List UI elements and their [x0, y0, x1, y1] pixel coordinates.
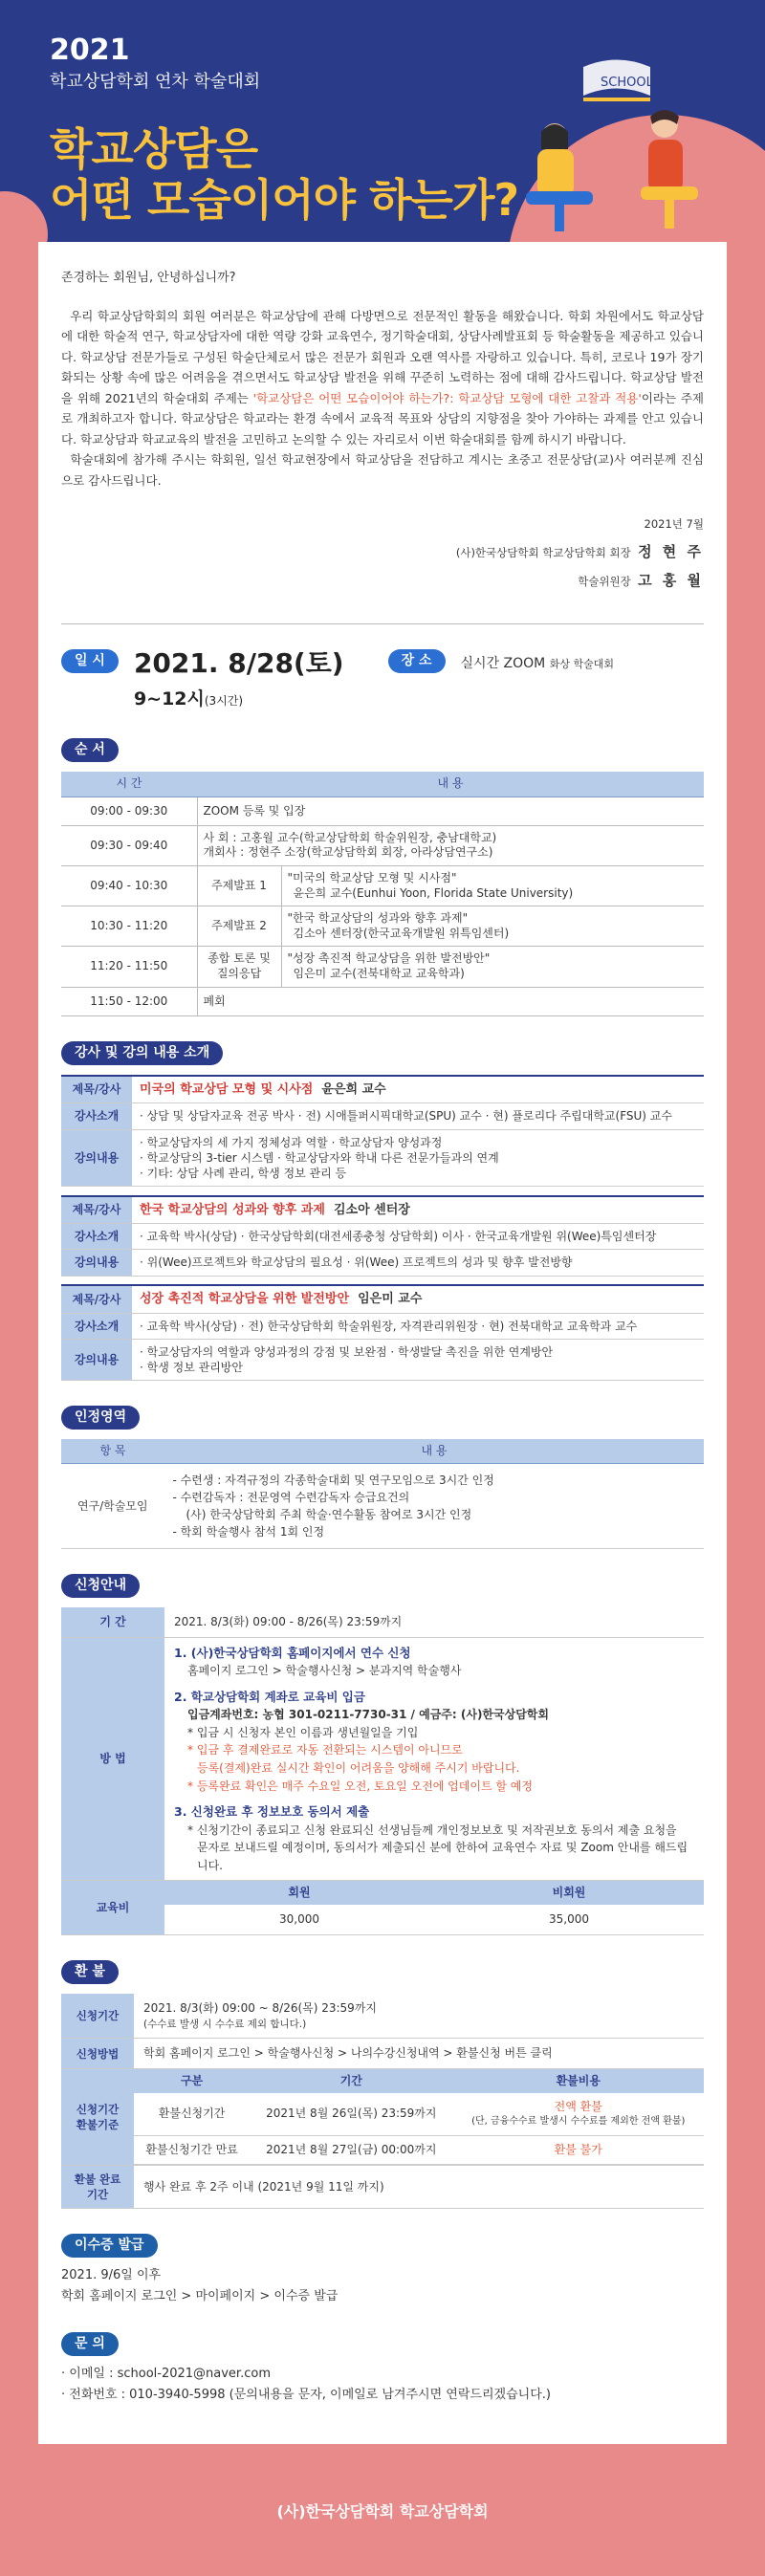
svg-text:SCHOOL: SCHOOL	[601, 76, 653, 90]
decorative-circle	[0, 191, 48, 242]
event-date: 2021. 8/28(토)	[133, 647, 344, 680]
table-row: 강의내용 · 위(Wee)프로젝트와 학교상담의 필요성 · 위(Wee) 프로젝트의 성과 및 향후 발전방향	[61, 1250, 704, 1276]
date-label: 일 시	[61, 649, 119, 673]
table-row: 제목/강사 미국의 학교상담 모형 및 시사점 윤은희 교수	[61, 1076, 704, 1103]
event-datetime	[61, 649, 704, 713]
application-section	[61, 1574, 704, 1934]
content-panel	[38, 242, 727, 2444]
table-row: 환불 완료기간 행사 완료 후 2주 이내 (2021년 9월 11일 까지)	[61, 2165, 704, 2208]
fee-table: 회원 비회원 30,000 35,000	[164, 1881, 704, 1933]
event-place: 실시간 ZOOM 화상 학술대회	[460, 656, 614, 672]
footer-org: (사)한국상담학회 학교상담학회	[276, 2502, 489, 2521]
event-year: 2021	[50, 33, 130, 67]
event-subtitle: 학교상담학회 연차 학술대회	[50, 72, 261, 92]
application-label: 신청안내	[61, 1574, 140, 1598]
contact-section	[61, 2332, 704, 2406]
event-title: 학교상담은 어떤 모습이어야 하는가?	[50, 123, 519, 226]
certificate-section: 이수증 발급 2021. 9/6일 이후 학회 홈페이지 로그인 > 마이페이지 > 이수증 발급	[61, 2234, 704, 2307]
table-row: 연구/학술모임 - 수련생 : 자격규정의 각종학술대회 및 연구모임으로 3시간 인정 - 수련감독자 : 전문영역 수련감독자 승급요건의 (사) 한국상담학회 주최 학술·연수활동 참여로 3시간 인정 - 학회 학술행사 참석 1회 인정	[61, 1464, 704, 1549]
greeting: 존경하는 회원님, 안녕하십니까?	[61, 271, 236, 285]
contact-label: 문 의	[61, 2332, 119, 2356]
table-row: 신청기간 2021. 8/3(화) 09:00 ~ 8/26(목) 23:59까지 (수수료 발생 시 수수료 제외 합니다.)	[61, 1994, 704, 2039]
schedule-label: 순 서	[61, 738, 119, 762]
signature: 2021년 7월 (사)한국상담학회 학교상담학회 회장 정 현 주 학술위원장 고 홍 월	[455, 517, 704, 590]
credit-table: 항 목 내 용 연구/학술모임 - 수련생 : 자격규정의 각종학술대회 및 연구모임으로 3시간 인정 - 수련감독자 : 전문영역 수련감독자 승급요건의 (사) 한국상담학회 주최 학술·연수활동 참여로 3시간 인정 - 학회 학술행사 참석 1회 인정	[61, 1439, 704, 1549]
table-row: 강의내용 · 학교상담자의 세 가지 정체성과 역할 · 학교상담자 양성과정 · 학교상담의 3-tier 시스템 · 학교상담자와 학내 다른 전문가들과의 연계 · 기타: 상담 사례 관리, 학생 정보 관리 등	[61, 1129, 704, 1187]
table-row: 09:00 - 09:30 ZOOM 등록 및 입장	[61, 797, 704, 825]
refund-section	[61, 1960, 704, 2210]
table-row: 강의내용 · 학교상담자의 역할과 양성과정의 강점 및 보완점 · 학생발달 촉진을 위한 연계방안 · 학생 정보 관리방안	[61, 1339, 704, 1380]
event-time: 9~12시(3시간)	[133, 688, 244, 710]
table-row: 09:30 - 09:40 사 회 : 고홍월 교수(학교상담학회 학술위원장, 충남대학교) 개회사 : 정현주 소장(학교상담학회 회장, 아라상담연구소)	[61, 825, 704, 865]
application-table	[61, 1607, 704, 1934]
table-row: 기 간 2021. 8/3(화) 09:00 - 8/26(목) 23:59까지	[61, 1607, 704, 1637]
lectures-label: 강사 및 강의 내용 소개	[61, 1041, 223, 1065]
table-row: 11:20 - 11:50 종합 토론 및 질의응답 "성장 촉진적 학교상담을 위한 발전방안" 임은미 교수(전북대학교 교육학과)	[61, 947, 704, 987]
place-label: 장 소	[388, 649, 446, 673]
table-row: 11:50 - 12:00 폐회	[61, 987, 704, 1015]
counseling-illustration-icon	[507, 57, 727, 239]
refund-criteria-table: 구분 기간 환불비용 환불신청기간 2021년 8월 26일(목) 23:59까지 전액 환불 (단, 금융수수료 발생시 수수료를 제외한 전액 환불) 환불신청기간 만료 2021년 8월 27일(금) 00:00까지 환불 불가	[134, 2069, 704, 2165]
certificate-label: 이수증 발급	[61, 2234, 158, 2258]
refund-label: 환 불	[61, 1960, 119, 1984]
table-row: 강사소개 · 교육학 박사(상담) · 한국상담학회(대전세종충청 상담학회) 이사 · 한국교육개발원 위(Wee)특임센터장	[61, 1224, 704, 1250]
hero-banner	[0, 0, 765, 242]
table-row: 09:40 - 10:30 주제발표 1 "미국의 학교상담 모형 및 시사점" 윤은희 교수(Eunhui Yoon, Florida State University)	[61, 866, 704, 906]
lectures-table	[61, 1075, 704, 1381]
table-row: 10:30 - 11:20 주제발표 2 "한국 학교상담의 성과와 향후 과제" 김소아 센터장(한국교육개발원 위특임센터)	[61, 906, 704, 947]
schedule-table: 시 간 내 용 09:00 - 09:30 ZOOM 등록 및 입장 09:30 - 09:40 사 회 : 고홍월 교수(학교상담학회 학술위원장, 충남대학교) 개회사 : 정현주 소장(학교상담학회 회장, 아라상담연구소) 09:40 - 10:30 주제발표 1 "미국의 학교상담 모형 및 시사점" 윤은희 교수(Eunhui Yoon, Florida State University) 10:30 - 11:20 주제발표 2 "한국 학교상담의 성과와 향후 과제" 김소아 센터장(한국교육개발원 위특임센터) 11:20 - 11:50 종합 토론 및 질의응답 "성장 촉진적 학교상담을 위한 발전방안" 임은미 교수(전북대학교 교육학과) 11:50 - 12:00 폐회	[61, 772, 704, 1015]
invitation-letter: 우리 학교상담학회의 회원 여러분은 학교상담에 관해 다방면으로 전문적인 활동을 해왔습니다. 학회 차원에서도 학교상담에 대한 학술적 연구, 학교상담자에 대한 역량 강화 교육연수, 정기학술대회, 상담사례발표회 등 학술활동을 제공하고 있습니다. 학교상담 전문가들로 구성된 학술단체로서 많은 전문가 회원과 오랜 역사를 자랑하고 있습니다. 특히, 코로나 19가 장기화되는 상황 속에 많은 어려움을 겪으면서도 학교상담 발전을 위해 꾸준히 노력하는 점에 대해 감사드립니다. 학교상담 발전을 위해 2021년의 학술대회 주제는 '학교상담은 어떤 모습이어야 하는가?: 학교상담 모형에 대한 고찰과 적용'이라는 주제로 개최하고자 합니다. 학교상담은 학교라는 환경 속에서 교육적 목표와 상담의 지향점을 찾아 가야하는 과제를 안고 있습니다. 학교상담과 학교교육의 발전을 고민하고 논의할 수 있는 자리로서 이번 학술대회를 함께 하시기 바랍니다. 학술대회에 참가해 주시는 학회원, 일선 학교현장에서 학교상담을 전담하고 계시는 초중고 전문상담(교)사 여러분께 진심으로 감사드립니다.	[61, 308, 704, 488]
table-row: 제목/강사 성장 촉진적 학교상담을 위한 발전방안 임은미 교수	[61, 1285, 704, 1313]
table-row: 방 법 1. (사)한국상담학회 홈페이지에서 연수 신청 홈페이지 로그인 > 학술행사신청 > 분과지역 학술행사 2. 학교상담학회 계좌로 교육비 입금 입금계좌번호: 농협 301-0211-7730-31 / 예금주: (사)한국상담학회 * 입금 시 신청자 본인 이름과 생년월일을 기입 * 입금 후 결제완료로 자동 전환되는 시스템이 아니므로 등록(결제)완료 실시간 확인이 어려움을 양해해 주시기 바랍니다. * 등록완료 확인은 매주 수요일 오전, 토요일 오전에 업데이트 할 예정 3. 신청완료 후 정보보호 동의서 제출 * 신청기간이 종료되고 신청 완료되신 선생님들께 개인정보보호 및 저작권보호 동의서 제출 요청을 문자로 보내드릴 예정이며, 동의서가 제출되신 분에 한하여 교육연수 자료 및 Zoom 안내를 해드립니다.	[61, 1637, 704, 1880]
table-row: 강사소개 · 상담 및 상담자교육 전공 박사 · 전) 시애틀퍼시픽대학교(SPU) 교수 · 현) 플로리다 주립대학교(FSU) 교수	[61, 1103, 704, 1129]
table-row: 강사소개 · 교육학 박사(상담) · 전) 한국상담학회 학술위원장, 자격관리위원장 · 현) 전북대학교 교육학과 교수	[61, 1313, 704, 1339]
credit-section	[61, 1406, 704, 1549]
credit-label: 인정영역	[61, 1406, 140, 1430]
table-row: 교육비 회원 비회원 30,000 35,000	[61, 1881, 704, 1934]
table-row: 제목/강사 한국 학교상담의 성과와 향후 과제 김소아 센터장	[61, 1196, 704, 1224]
table-row: 신청방법 학회 홈페이지 로그인 > 학술행사신청 > 나의수강신청내역 > 환불신청 버튼 클릭	[61, 2039, 704, 2069]
schedule-section	[61, 738, 704, 1015]
refund-table	[61, 1994, 704, 2210]
lectures-section	[61, 1041, 704, 1381]
divider	[61, 623, 704, 624]
contact-phone: · 전화번호 : 010-3940-5998 (문의내용을 문자, 이메일로 남겨주시면 연락드리겠습니다.)	[61, 2388, 551, 2403]
contact-email: · 이메일 : school-2021@naver.com	[61, 2367, 271, 2382]
table-row: 신청기간 환불기준 구분 기간 환불비용 환불신청기간 2021년 8월 26일(목) 23:59까지 전액 환불 (단, 금융수수료 발생시 수수료를 제외한 전액 환불) 환불신청기간 만료 2021년 8월 27일(금) 00:00까지 환불 불가	[61, 2069, 704, 2166]
